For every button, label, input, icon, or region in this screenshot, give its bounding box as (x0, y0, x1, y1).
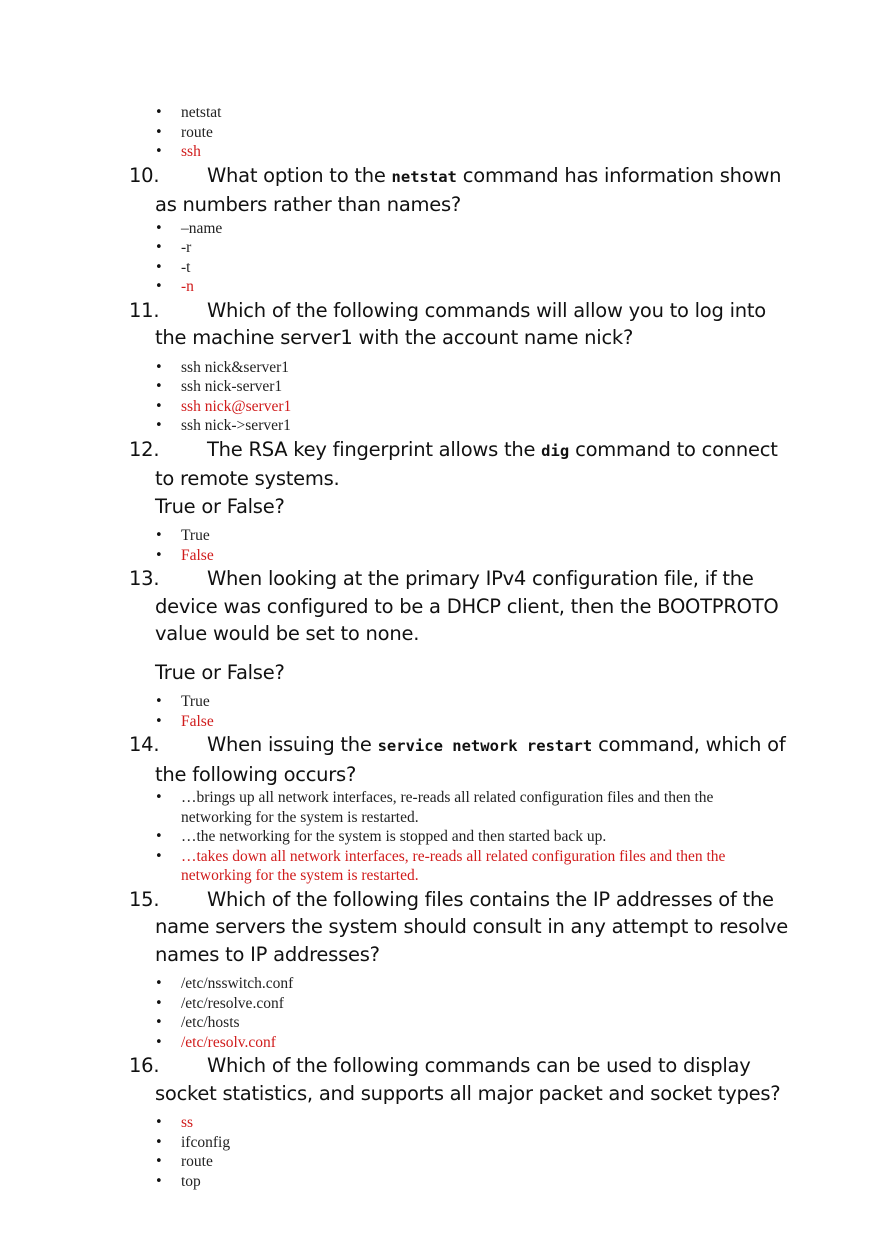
question-15-answers (0, 974, 880, 1052)
question-15 (0, 886, 880, 969)
question-text: True or False? (155, 660, 285, 684)
question-text: device was configured to be a DHCP client, then the BOOTPROTO (155, 594, 779, 618)
question-16-answers (0, 1113, 880, 1191)
question-13 (0, 565, 880, 686)
question-number: 11. (129, 298, 160, 322)
answer-option: • /etc/resolve.conf (0, 994, 781, 1014)
question-number: 16. (129, 1054, 160, 1077)
answer-option: • route (0, 1152, 781, 1172)
question-12 (0, 436, 880, 521)
correct-answer-option: • /etc/resolv.conf (0, 1033, 781, 1053)
question-text: True or False? (155, 494, 285, 518)
question-number: 15. (129, 887, 160, 911)
question-text: the following occurs? (155, 762, 357, 786)
answer-option: • /etc/nsswitch.conf (0, 974, 781, 994)
answer-option: • netstat (0, 103, 781, 123)
answer-option: • …brings up all network interfaces, re-reads all related configuration files and then the networking for the system is restarted. (0, 788, 781, 827)
question-16 (0, 1052, 880, 1107)
answer-option: • top (0, 1172, 781, 1192)
answer-option: • True (0, 526, 781, 546)
question-text: Which of the following commands can be used to display (207, 1054, 751, 1077)
question-text: Which of the following commands will allow you to log into (207, 298, 766, 322)
answer-option: • ssh nick-server1 (0, 377, 781, 397)
question-text: socket statistics, and supports all major packet and socket types? (155, 1081, 781, 1105)
inline-code: service network restart (377, 737, 593, 755)
correct-answer-option: • ssh nick@server1 (0, 397, 781, 417)
question-text: value would be set to none. (155, 622, 420, 645)
answer-option: • -t (0, 258, 781, 278)
question-14 (0, 731, 880, 788)
question-text: names to IP addresses? (155, 942, 380, 966)
question-11-answers (0, 358, 880, 436)
answer-option: • …the networking for the system is stopped and then started back up. (0, 827, 781, 847)
question-text: to remote systems. (155, 467, 340, 490)
answer-option: • ssh nick->server1 (0, 416, 781, 436)
correct-answer-option: • False (0, 546, 781, 566)
answer-option: • ifconfig (0, 1133, 781, 1153)
correct-answer-option: • -n (0, 277, 781, 297)
question-14-answers (0, 788, 880, 886)
question-number: 12. (129, 437, 160, 461)
question-number: 13. (129, 567, 160, 590)
answer-option: • -r (0, 238, 781, 258)
question-text: When issuing the service network restart command, which of (207, 733, 786, 756)
correct-answer-option: • ssh (0, 142, 781, 162)
correct-answer-option: • False (0, 712, 781, 732)
question-12-answers (0, 526, 880, 565)
question-10-answers (0, 219, 880, 297)
question-number: 14. (129, 733, 160, 756)
correct-answer-option: • …takes down all network interfaces, re-reads all related configuration files and then the networking for the system is restarted. (0, 847, 781, 886)
question-text: name servers the system should consult in any attempt to resolve (155, 915, 788, 938)
inline-code: netstat (391, 167, 457, 186)
question-10 (0, 162, 880, 219)
question-text: the machine server1 with the account name nick? (155, 326, 634, 349)
question-text: When looking at the primary IPv4 configuration file, if the (207, 567, 754, 590)
question-text: Which of the following files contains the IP addresses of the (207, 887, 774, 911)
answer-option: • /etc/hosts (0, 1013, 781, 1033)
answer-option: • ssh nick&server1 (0, 358, 781, 378)
prev-question-answers (0, 103, 880, 162)
answer-option: • –name (0, 219, 781, 239)
answer-option: • True (0, 692, 781, 712)
question-text: The RSA key fingerprint allows the dig command to connect (207, 437, 778, 461)
question-13-answers (0, 692, 880, 731)
inline-code: dig (541, 441, 570, 460)
question-number: 10. (129, 163, 160, 187)
question-11 (0, 297, 880, 352)
answer-option: • route (0, 123, 781, 143)
correct-answer-option: • ss (0, 1113, 781, 1133)
question-text: What option to the netstat command has information shown (207, 163, 782, 187)
question-text: as numbers rather than names? (155, 193, 462, 216)
